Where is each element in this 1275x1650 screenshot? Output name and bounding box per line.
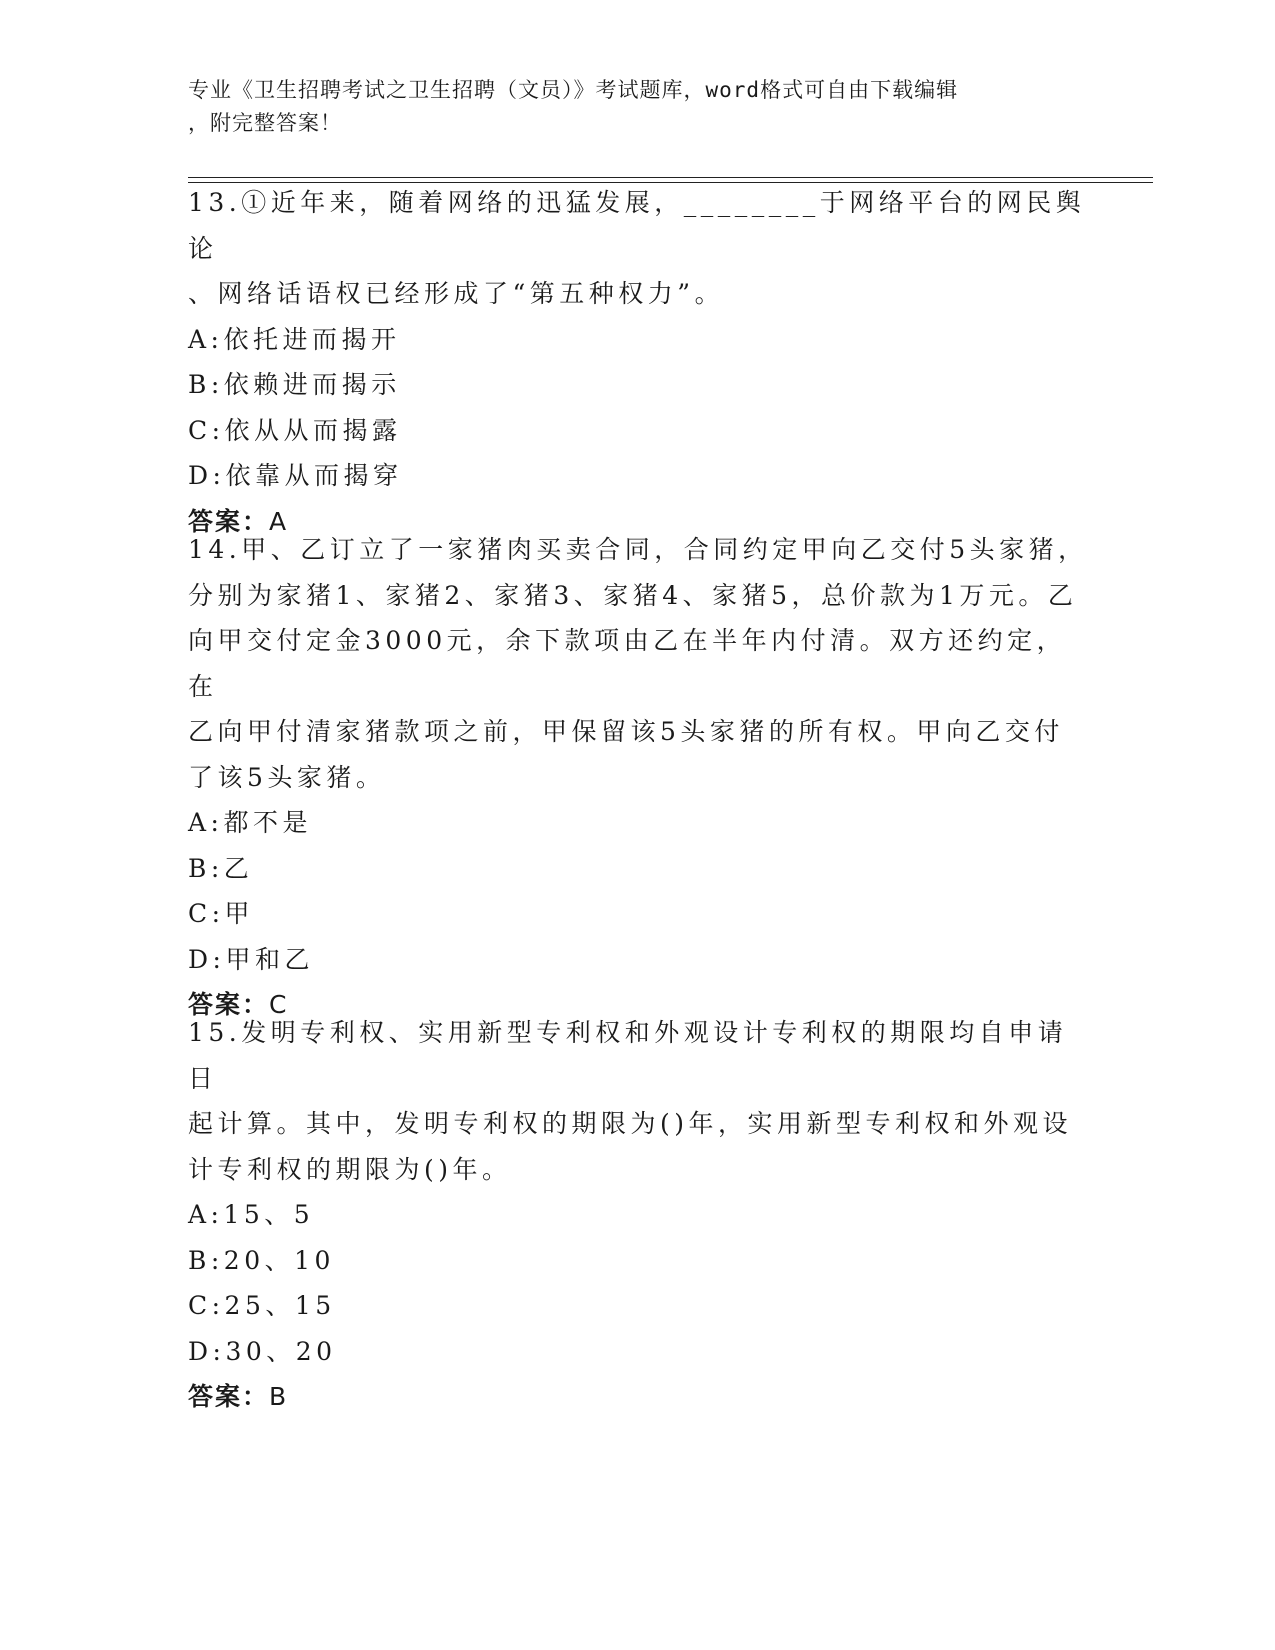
answer-label: 答案：: [188, 990, 270, 1019]
option-d: D:30、20: [188, 1336, 337, 1366]
question-text-line: 了该5头家猪。: [188, 762, 386, 792]
answer-label: 答案：: [188, 506, 270, 536]
question-text-line: 14.甲、乙订立了一家猪肉买卖合同，合同约定甲向乙交付5头家猪，: [188, 535, 1088, 564]
answer-value: C: [269, 990, 289, 1019]
option-b: B:乙: [188, 853, 254, 883]
answer-value: B: [269, 1382, 289, 1411]
question-14: [188, 527, 1088, 1028]
header-line-1: 专业《卫生招聘考试之卫生招聘（文员）》考试题库，word格式可自由下载编辑: [188, 78, 959, 102]
question-text-line: 向甲交付定金3000元，余下款项由乙在半年内付清。双方还约定，在: [188, 626, 1067, 701]
question-text-line: 13.①近年来，随着网络的迅猛发展，________于网络平台的网民舆论: [188, 188, 1086, 263]
question-text-line: 15.发明专利权、实用新型专利权和外观设计专利权的期限均自申请日: [188, 1018, 1068, 1093]
answer-value: A: [269, 506, 289, 536]
question-13: [188, 180, 1088, 544]
option-b: B:依赖进而揭示: [188, 370, 401, 399]
question-text-line: 计专利权的期限为()年。: [188, 1154, 512, 1184]
option-c: C:依从从而揭露: [188, 415, 402, 445]
option-a: A:依托进而揭开: [188, 324, 401, 354]
question-text-line: 分别为家猪1、家猪2、家猪3、家猪4、家猪5，总价款为1万元。乙: [188, 580, 1078, 610]
header-line-2: ，附完整答案！: [188, 111, 342, 135]
answer-line: [188, 1374, 1088, 1420]
option-a: A:15、5: [188, 1200, 315, 1229]
question-text-line: 起计算。其中，发明专利权的期限为()年，实用新型专利权和外观设: [188, 1109, 1073, 1138]
answer-label: 答案：: [188, 1382, 270, 1411]
question-text-line: 、网络话语权已经形成了“第五种权力”。: [188, 279, 725, 308]
option-a: A:都不是: [188, 808, 312, 837]
question-15: [188, 1010, 1088, 1420]
option-c: C:25、15: [188, 1291, 336, 1320]
document-header: [188, 74, 1088, 140]
option-d: D:依靠从而揭穿: [188, 461, 403, 490]
option-b: B:20、10: [188, 1245, 335, 1275]
option-c: C:甲: [188, 899, 255, 928]
option-d: D:甲和乙: [188, 944, 314, 974]
header-divider-top: [188, 177, 1153, 178]
question-text-line: 乙向甲付清家猪款项之前，甲保留该5头家猪的所有权。甲向乙交付: [188, 717, 1064, 746]
